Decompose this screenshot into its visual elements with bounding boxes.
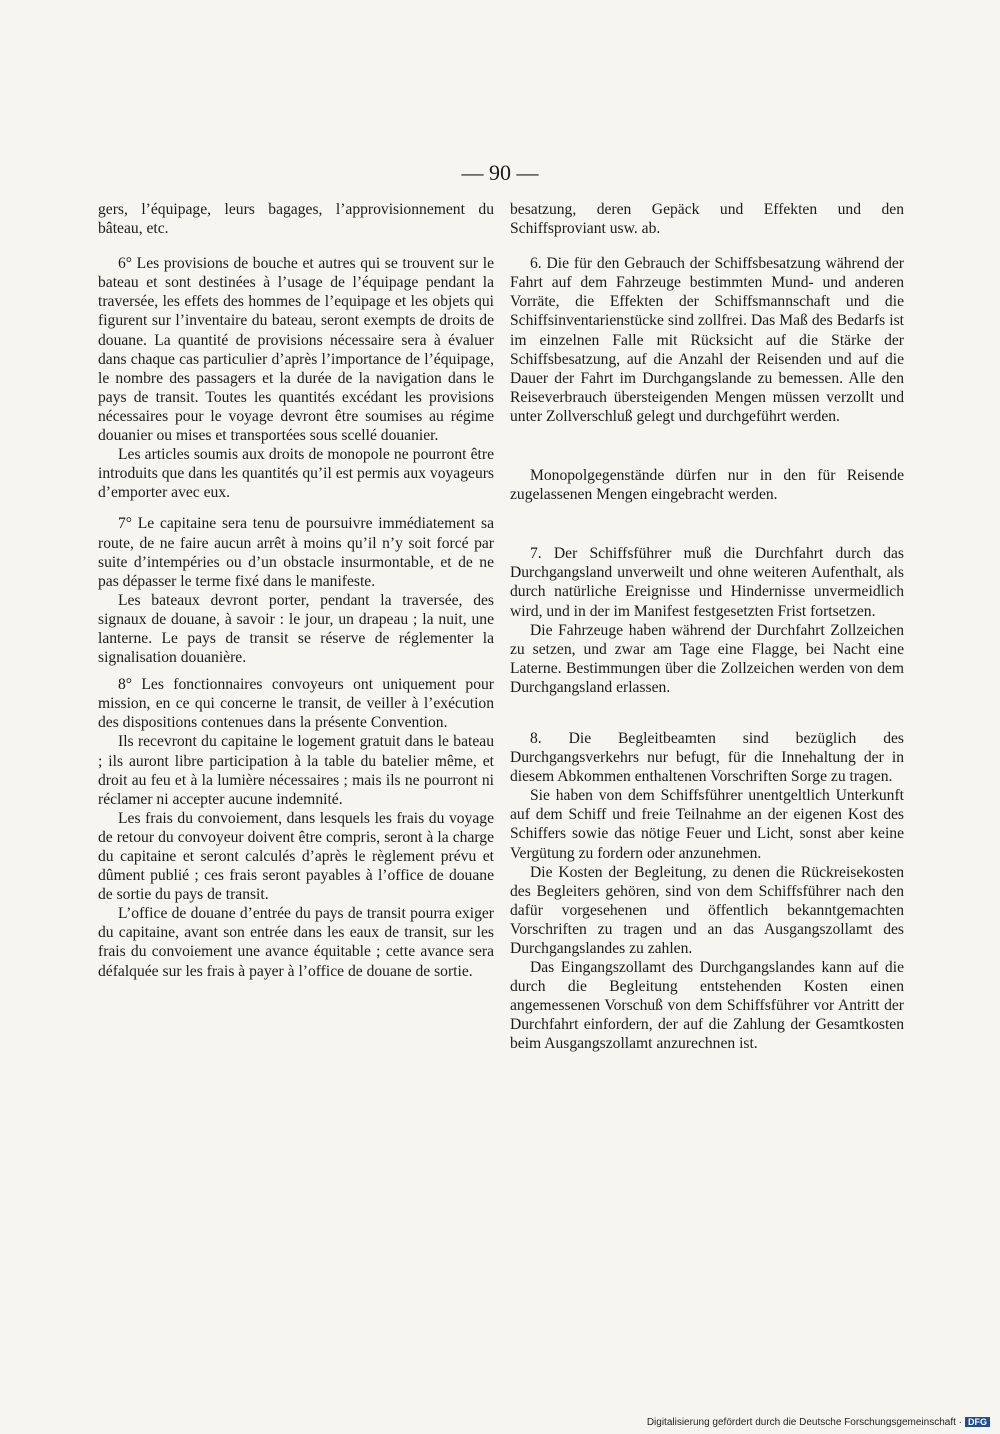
- de-p-6: 6. Die für den Gebrauch der Schiffsbesatzung während der Fahrt auf dem Fahrzeuge bestimmten Mund- und anderen Vorräte, die Effekten der Schiffsmannschaft und die Schiffsinventarienstücke sind zollfrei. Das Maß des Bedarfs ist im einzelnen Falle mit Rücksicht auf die Stärke der Schiffsbesatzung, auf die Anzahl der Reisenden und auf die Dauer der Fahrt im Durchgangslande zu bemessen. Alle den Reiseverbrauch übersteigenden Mengen müssen verzollt und unter Zollverschluß gelegt und durchgeführt werden.: [510, 255, 904, 425]
- de-p-6b: Monopolgegenstände dürfen nur in den für Reisende zugelassenen Mengen eingebracht werden.: [510, 467, 904, 504]
- fr-p-6: 6° Les provisions de bouche et autres qui se trouvent sur le bateau et sont destinées à l’usage de l’équipage pendant la traversée, les effets des hommes de l’equipage et les objets qui figurent sur l’inventaire du bateau, seront exempts de droits de douane. La quantité de provisions nécessaire sera à évaluer dans chaque cas particulier d’après l’importance de l’équipage, le nombre des passagers et la durée de la navigation dans le pays de transit. Toutes les quantités excédant les provisions nécessaires pour le voyage devront être soumises au régime douanier ou mises et transportées sous scellé douanier.: [98, 255, 494, 445]
- de-p-8d: Das Eingangszollamt des Durchgangslandes kann auf die durch die Begleitung entstehenden Kosten einen angemessenen Vorschuß von dem Schiffsführer vor Antritt der Durchfahrt einfordern, der auf die Zahlung der Gesamtkosten beim Ausgangszollamt anzurechnen ist.: [510, 959, 904, 1053]
- german-column: [510, 200, 904, 1054]
- fr-p-8: 8° Les fonctionnaires convoyeurs ont uniquement pour mission, en ce qui concerne le transit, de veiller à l’exécution des dispositions contenues dans la présente Convention.: [98, 676, 494, 732]
- dfg-logo: DFG: [965, 1417, 990, 1427]
- page-number: — 90 —: [461, 160, 539, 185]
- de-p-8c: Die Kosten der Begleitung, zu denen die Rückreisekosten des Begleiters gehören, sind von dem Schiffsführer nach den dafür vorgesehenen und öffentlich bekanntgemachten Vorschriften zu tragen und an das Ausgangszollamt des Durchgangslandes zu zahlen.: [510, 863, 904, 957]
- fr-p-continuation: gers, l’équipage, leurs bagages, l’approvisionnement du bâteau, etc.: [98, 201, 494, 238]
- fr-p-8d: L’office de douane d’entrée du pays de transit pourra exiger du capitaine, avant son entrée dans les eaux de transit, sur les frais du convoiement une avance équitable ; cette avance sera défalquée sur les frais à payer à l’office de douane de sortie.: [98, 905, 494, 980]
- fr-p-7: 7° Le capitaine sera tenu de poursuivre immédiatement sa route, de ne faire aucun arrêt à moins qu’il n’y soit forcé par suite d’intempéries ou d’un obstacle insurmontable, et de ne pas dépasser le terme fixé dans le manifeste.: [98, 515, 494, 590]
- fr-p-7b: Les bateaux devront porter, pendant la traversée, des signaux de douane, à savoir : le jour, un drapeau ; la nuit, une lanterne. Le pays de transit se réserve de réglementer la signalisation douanière.: [98, 591, 494, 667]
- french-column: [98, 200, 494, 981]
- fr-p-6b: Les articles soumis aux droits de monopole ne pourront être introduits que dans les quantités qu’il est permis aux voyageurs d’emporter avec eux.: [98, 446, 494, 502]
- de-p-8: 8. Die Begleitbeamten sind bezüglich des Durchgangsverkehrs nur befugt, für die Innehaltung der in diesem Abkommen enthaltenen Vorschriften Sorge zu tragen.: [510, 729, 904, 786]
- fr-p-8b: Ils recevront du capitaine le logement gratuit dans le bateau ; ils auront libre participation à la table du batelier même, et droit au feu et à la lumière nécessaires ; mais ils ne pourront ni réclamer ni accepter aucune indemnité.: [98, 733, 494, 808]
- de-p-8b: Sie haben von dem Schiffsführer unentgeltlich Unterkunft auf dem Schiff und freie Teilnahme an der eigenen Kost des Schiffers sowie das nötige Feuer und Licht, sonst aber keine Vergütung zu fordern oder anzunehmen.: [510, 787, 904, 862]
- de-p-continuation: besatzung, deren Gepäck und Effekten und den Schiffsproviant usw. ab.: [510, 201, 904, 238]
- de-p-7: 7. Der Schiffsführer muß die Durchfahrt durch das Durchgangsland unverweilt und ohne weiteren Aufenthalt, als durch natürliche Ereignisse und Hindernisse unvermeidlich wird, und in der im Manifest festgesetzten Frist fortsetzen.: [510, 545, 904, 620]
- footer-credit: [600, 1417, 990, 1428]
- de-p-7b: Die Fahrzeuge haben während der Durchfahrt Zollzeichen zu setzen, und zwar am Tage eine Flagge, bei Nacht eine Laterne. Bestimmungen über die Zollzeichen werden von dem Durchgangsland erlassen.: [510, 621, 904, 696]
- footer-text: Digitalisierung gefördert durch die Deutsche Forschungsgemeinschaft ·: [646, 1417, 962, 1428]
- fr-p-8c: Les frais du convoiement, dans lesquels les frais du voyage de retour du convoyeur doivent être compris, seront à la charge du capitaine et seront calculés d’après le règlement prévu et dûment publié ; ces frais seront payables à l’office de douane de sortie du pays de transit.: [98, 809, 494, 904]
